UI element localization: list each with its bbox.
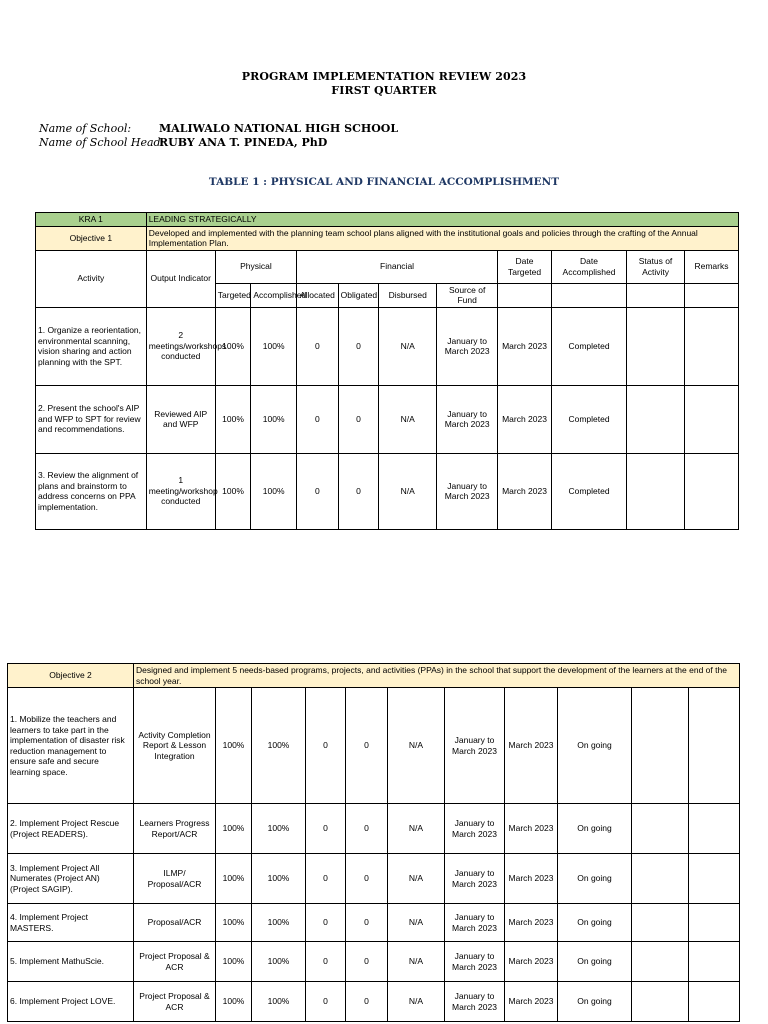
status-cell	[627, 385, 685, 453]
accomplishment-table-2	[7, 663, 740, 1022]
obligated-cell: 0	[346, 904, 388, 942]
targeted-cell: 100%	[215, 453, 251, 529]
header-blank	[684, 283, 738, 307]
activity-cell: 1. Organize a reorientation, environmental scanning, vision sharing and action planning with the SPT.	[36, 307, 147, 385]
disbursed-cell: N/A	[388, 982, 445, 1022]
remarks-cell	[689, 904, 740, 942]
date-accomplished-cell: Completed	[551, 453, 626, 529]
source-of-fund-cell: January to March 2023	[445, 982, 505, 1022]
objective-label: Objective 1	[36, 226, 147, 250]
output-indicator-cell: Learners Progress Report/ACR	[134, 804, 216, 854]
school-name: MALIWALO NATIONAL HIGH SCHOOL	[159, 122, 399, 135]
date-targeted-cell: March 2023	[505, 854, 558, 904]
date-targeted-cell: March 2023	[505, 904, 558, 942]
table-row	[8, 804, 740, 854]
remarks-cell	[689, 982, 740, 1022]
document-subtitle: FIRST QUARTER	[331, 84, 437, 97]
date-accomplished-cell: On going	[558, 982, 632, 1022]
school-head-name: RUBY ANA T. PINEDA, PhD	[159, 136, 328, 149]
table-row	[8, 904, 740, 942]
targeted-cell: 100%	[216, 904, 252, 942]
table-row	[8, 688, 740, 804]
targeted-cell: 100%	[216, 854, 252, 904]
remarks-cell	[684, 307, 738, 385]
kra-value: LEADING STRATEGICALLY	[146, 213, 738, 227]
accomplished-cell: 100%	[252, 688, 306, 804]
source-of-fund-cell: January to March 2023	[445, 854, 505, 904]
allocated-cell: 0	[306, 854, 346, 904]
targeted-cell: 100%	[216, 804, 252, 854]
source-of-fund-cell: January to March 2023	[437, 453, 498, 529]
header-obligated: Obligated	[338, 283, 379, 307]
accomplished-cell: 100%	[252, 804, 306, 854]
accomplished-cell: 100%	[252, 982, 306, 1022]
accomplished-cell: 100%	[251, 307, 297, 385]
date-accomplished-cell: On going	[558, 904, 632, 942]
header-physical: Physical	[215, 250, 296, 283]
table-row	[8, 854, 740, 904]
obligated-cell: 0	[346, 854, 388, 904]
remarks-cell	[684, 385, 738, 453]
header-date-accomplished: Date Accomplished	[551, 250, 626, 283]
allocated-cell: 0	[306, 688, 346, 804]
date-targeted-cell: March 2023	[498, 307, 552, 385]
date-targeted-cell: March 2023	[505, 688, 558, 804]
status-cell	[632, 942, 689, 982]
status-cell	[632, 904, 689, 942]
date-targeted-cell: March 2023	[505, 982, 558, 1022]
accomplished-cell: 100%	[252, 904, 306, 942]
school-label: Name of School:	[39, 122, 132, 135]
targeted-cell: 100%	[216, 942, 252, 982]
allocated-cell: 0	[306, 804, 346, 854]
output-indicator-cell: 1 meeting/workshop conducted	[146, 453, 215, 529]
table-title: TABLE 1 : PHYSICAL AND FINANCIAL ACCOMPLISHMENT	[208, 176, 560, 188]
school-head-label: Name of School Head:	[39, 136, 165, 149]
header-targeted: Targeted	[215, 283, 251, 307]
allocated-cell: 0	[306, 942, 346, 982]
allocated-cell: 0	[306, 904, 346, 942]
date-accomplished-cell: On going	[558, 688, 632, 804]
status-cell	[627, 307, 685, 385]
header-activity: Activity	[36, 250, 147, 307]
header-blank	[498, 283, 552, 307]
date-accomplished-cell: On going	[558, 942, 632, 982]
allocated-cell: 0	[306, 982, 346, 1022]
allocated-cell: 0	[297, 385, 339, 453]
disbursed-cell: N/A	[388, 854, 445, 904]
output-indicator-cell: Activity Completion Report & Lesson Integration	[134, 688, 216, 804]
status-cell	[627, 453, 685, 529]
header-accomplished: Accomplished	[251, 283, 297, 307]
disbursed-cell: N/A	[388, 942, 445, 982]
accomplishment-table-1	[35, 212, 739, 530]
allocated-cell: 0	[297, 307, 339, 385]
remarks-cell	[689, 804, 740, 854]
header-date-targeted: Date Targeted	[498, 250, 552, 283]
activity-cell: 2. Implement Project Rescue (Project READERS).	[8, 804, 134, 854]
disbursed-cell: N/A	[388, 688, 445, 804]
source-of-fund-cell: January to March 2023	[437, 385, 498, 453]
date-accomplished-cell: On going	[558, 854, 632, 904]
activity-cell: 4. Implement Project MASTERS.	[8, 904, 134, 942]
remarks-cell	[689, 688, 740, 804]
header-remarks: Remarks	[684, 250, 738, 283]
header-source-of-fund: Source of Fund	[437, 283, 498, 307]
table-row	[36, 307, 739, 385]
source-of-fund-cell: January to March 2023	[445, 804, 505, 854]
date-targeted-cell: March 2023	[505, 804, 558, 854]
source-of-fund-cell: January to March 2023	[445, 688, 505, 804]
output-indicator-cell: 2 meetings/workshops conducted	[146, 307, 215, 385]
header-output-indicator: Output Indicator	[146, 250, 215, 307]
status-cell	[632, 854, 689, 904]
activity-cell: 5. Implement MathuScie.	[8, 942, 134, 982]
obligated-cell: 0	[346, 688, 388, 804]
disbursed-cell: N/A	[388, 904, 445, 942]
activity-cell: 6. Implement Project LOVE.	[8, 982, 134, 1022]
targeted-cell: 100%	[216, 982, 252, 1022]
remarks-cell	[689, 854, 740, 904]
header-financial: Financial	[297, 250, 498, 283]
disbursed-cell: N/A	[379, 453, 437, 529]
objective-label: Objective 2	[8, 664, 134, 688]
obligated-cell: 0	[346, 982, 388, 1022]
header-disbursed: Disbursed	[379, 283, 437, 307]
obligated-cell: 0	[338, 453, 379, 529]
remarks-cell	[684, 453, 738, 529]
disbursed-cell: N/A	[379, 307, 437, 385]
date-targeted-cell: March 2023	[498, 385, 552, 453]
output-indicator-cell: Project Proposal & ACR	[134, 982, 216, 1022]
date-targeted-cell: March 2023	[505, 942, 558, 982]
date-targeted-cell: March 2023	[498, 453, 552, 529]
obligated-cell: 0	[346, 942, 388, 982]
header-blank	[551, 283, 626, 307]
status-cell	[632, 804, 689, 854]
table-row	[36, 385, 739, 453]
date-accomplished-cell: Completed	[551, 385, 626, 453]
header-blank	[627, 283, 685, 307]
obligated-cell: 0	[346, 804, 388, 854]
objective-text: Designed and implement 5 needs-based programs, projects, and activities (PPAs) in the school that support the development of the learners at the end of the school year.	[134, 664, 740, 688]
source-of-fund-cell: January to March 2023	[437, 307, 498, 385]
activity-cell: 3. Implement Project All Numerates (Project AN) (Project SAGIP).	[8, 854, 134, 904]
output-indicator-cell: Project Proposal & ACR	[134, 942, 216, 982]
activity-cell: 1. Mobilize the teachers and learners to take part in the implementation of disaster risk reduction management to ensure safe and secure learning space.	[8, 688, 134, 804]
disbursed-cell: N/A	[379, 385, 437, 453]
header-allocated: Allocated	[297, 283, 339, 307]
allocated-cell: 0	[297, 453, 339, 529]
targeted-cell: 100%	[215, 385, 251, 453]
source-of-fund-cell: January to March 2023	[445, 942, 505, 982]
header-status: Status of Activity	[627, 250, 685, 283]
status-cell	[632, 688, 689, 804]
accomplished-cell: 100%	[252, 854, 306, 904]
table-row	[8, 982, 740, 1022]
targeted-cell: 100%	[216, 688, 252, 804]
obligated-cell: 0	[338, 385, 379, 453]
accomplished-cell: 100%	[251, 453, 297, 529]
source-of-fund-cell: January to March 2023	[445, 904, 505, 942]
activity-cell: 3. Review the alignment of plans and brainstorm to address concerns on PPA implementation.	[36, 453, 147, 529]
accomplished-cell: 100%	[251, 385, 297, 453]
output-indicator-cell: ILMP/ Proposal/ACR	[134, 854, 216, 904]
remarks-cell	[689, 942, 740, 982]
obligated-cell: 0	[338, 307, 379, 385]
objective-text: Developed and implemented with the planning team school plans aligned with the institutional goals and policies through the crafting of the Annual Implementation Plan.	[146, 226, 738, 250]
table-row	[36, 453, 739, 529]
date-accomplished-cell: On going	[558, 804, 632, 854]
disbursed-cell: N/A	[388, 804, 445, 854]
accomplished-cell: 100%	[252, 942, 306, 982]
document-title: PROGRAM IMPLEMENTATION REVIEW 2023	[241, 70, 527, 83]
output-indicator-cell: Reviewed AIP and WFP	[146, 385, 215, 453]
kra-label: KRA 1	[36, 213, 147, 227]
targeted-cell: 100%	[215, 307, 251, 385]
activity-cell: 2. Present the school's AIP and WFP to SPT for review and recommendations.	[36, 385, 147, 453]
status-cell	[632, 982, 689, 1022]
date-accomplished-cell: Completed	[551, 307, 626, 385]
table-row	[8, 942, 740, 982]
output-indicator-cell: Proposal/ACR	[134, 904, 216, 942]
